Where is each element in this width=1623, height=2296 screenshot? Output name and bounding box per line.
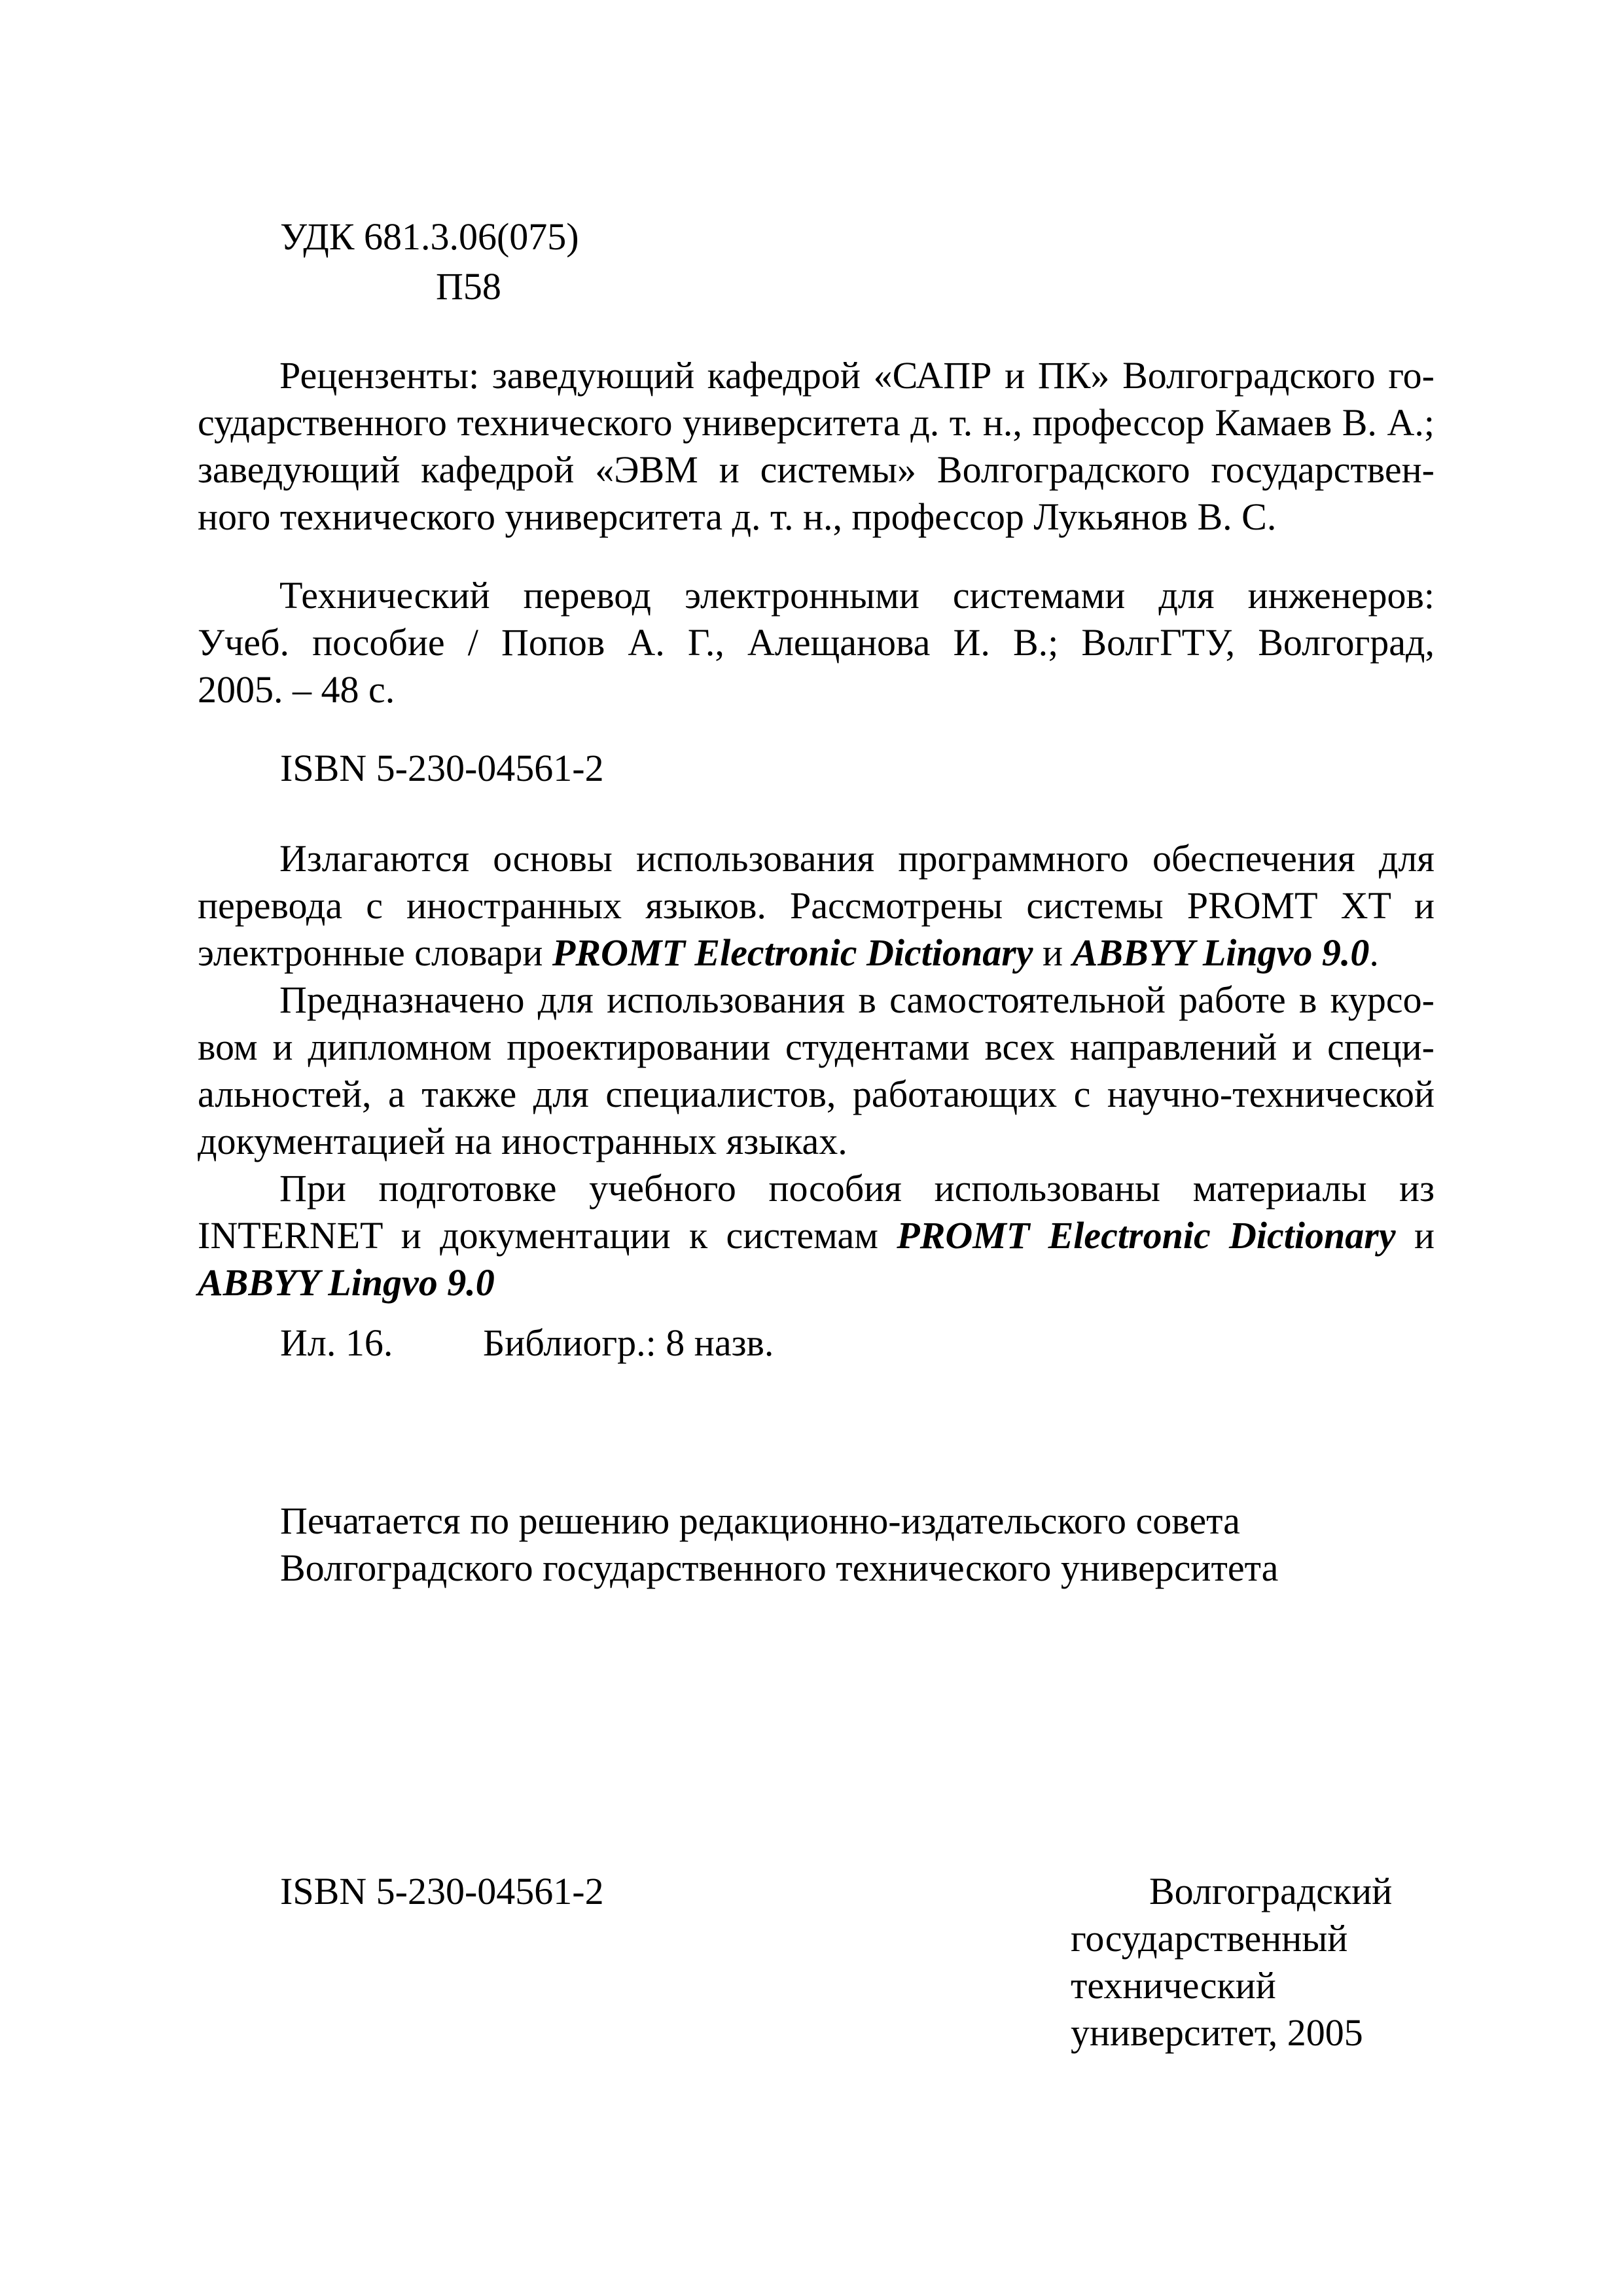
abstract-text: и: [1395, 1214, 1435, 1257]
reviewers-line: заведующий кафедрой «ЭВМ и системы» Волгоградского государствен-: [198, 448, 1435, 491]
product-name-promt: PROMT Electronic Dictionary: [552, 931, 1033, 974]
citation-line: 2005. – 48 с.: [198, 668, 395, 711]
reviewers-line: Рецензенты: заведующий кафедрой «САПР и ПК» Волгоградского го-: [279, 354, 1435, 397]
reviewers-block: [198, 352, 1435, 541]
copyright-line: государственный: [1071, 1917, 1348, 1960]
product-name-abbyy: ABBYY Lingvo 9.0: [1072, 931, 1370, 974]
abstract-text: .: [1369, 931, 1379, 974]
abstract-line: Излагаются основы использования программного обеспечения для: [279, 837, 1435, 880]
reviewers-line: ного технического университета д. т. н., профессор Лукьянов В. С.: [198, 495, 1277, 538]
library-code: П58: [436, 265, 501, 308]
abstract-line: вом и дипломном проектировании студентами всех направлений и специ-: [198, 1026, 1435, 1068]
illustrations-count: Ил. 16.: [280, 1321, 393, 1364]
bibliography-count: Библиогр.: 8 назв.: [483, 1321, 774, 1364]
abstract-line: документацией на иностранных языках.: [198, 1120, 847, 1162]
isbn-footer: ISBN 5-230-04561-2: [280, 1870, 604, 1912]
abstract-line: перевода с иностранных языков. Рассмотрены системы PROMT XT и: [198, 884, 1435, 927]
abstract-line: При подготовке учебного пособия использованы материалы из: [279, 1167, 1435, 1210]
isbn-top: ISBN 5-230-04561-2: [280, 747, 604, 789]
abstract-text: INTERNET и документации к системам: [198, 1214, 897, 1257]
abstract-text: и: [1033, 931, 1073, 974]
udk-code: УДК 681.3.06(075): [280, 215, 579, 258]
publication-note-line: Волгоградского государственного технического университета: [280, 1547, 1279, 1589]
abstract-line: альностей, а также для специалистов, работающих с научно-технической: [198, 1073, 1435, 1115]
abstract-text: электронные словари: [198, 931, 552, 974]
abstract-line: Предназначено для использования в самостоятельной работе в курсо-: [279, 978, 1435, 1021]
citation-line: Технический перевод электронными системами для инженеров:: [279, 574, 1435, 617]
copyright-line: университет, 2005: [1071, 2011, 1363, 2054]
copyright-line: Волгоградский: [1149, 1870, 1393, 1912]
product-name-abbyy: ABBYY Lingvo 9.0: [198, 1261, 495, 1304]
abstract-block: [198, 835, 1435, 1306]
publication-note-line: Печатается по решению редакционно-издательского совета: [280, 1499, 1240, 1542]
copyright-line: технический: [1071, 1964, 1276, 2007]
citation-block: [198, 572, 1435, 713]
abstract-line: [198, 1212, 1435, 1259]
citation-line: Учеб. пособие / Попов А. Г., Алещанова И. В.; ВолгГТУ, Волгоград,: [198, 621, 1435, 664]
abstract-line: [198, 929, 1435, 977]
reviewers-line: сударственного технического университета д. т. н., профессор Камаев В. А.;: [198, 401, 1435, 444]
product-name-promt: PROMT Electronic Dictionary: [897, 1214, 1396, 1257]
